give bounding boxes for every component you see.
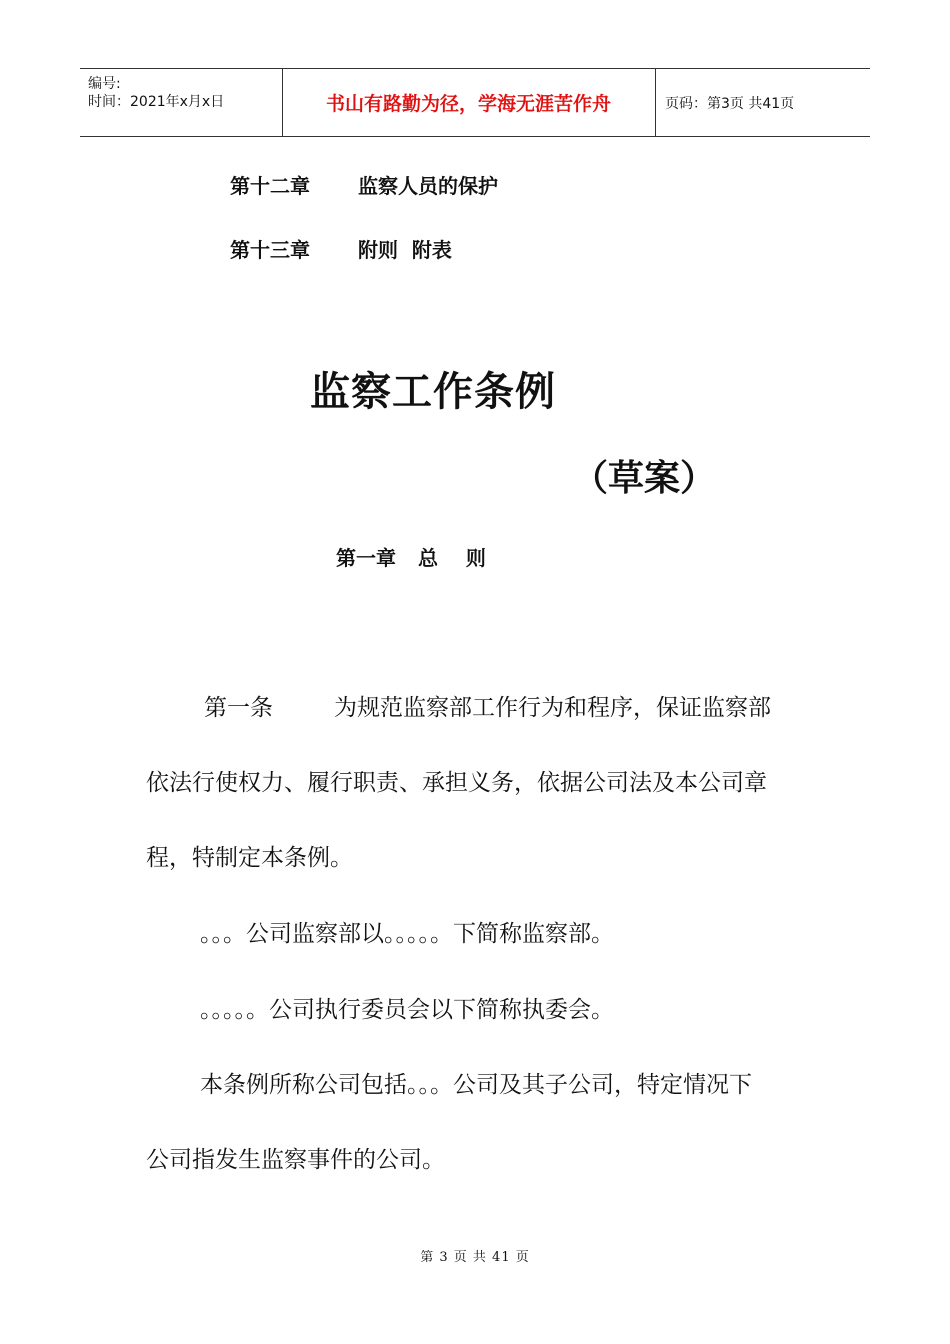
article-label: 第一条	[204, 695, 273, 721]
header-page-info: 页码：第3页 共41页	[665, 95, 795, 112]
article-text: 为规范监察部工作行为和程序，保证监察部	[334, 695, 771, 721]
paragraph-line: 本条例所称公司包括。。。公司及其子公司，特定情况下	[200, 1072, 752, 1098]
paragraph-line: 程，特制定本条例。	[146, 845, 353, 871]
toc-chapter-number: 第十二章	[230, 174, 310, 198]
chapter-title: 总 则	[418, 546, 486, 570]
page-header	[80, 68, 870, 137]
toc-item	[230, 234, 452, 263]
paragraph-line: 依法行使权力、履行职责、承担义务，依据公司法及本公司章	[146, 770, 767, 796]
toc-item	[230, 170, 498, 199]
paragraph-line: 公司指发生监察事件的公司。	[146, 1147, 445, 1173]
document-subtitle: （草案）	[572, 458, 717, 499]
time-label: 时间：2021年x月x日	[88, 94, 225, 110]
number-label: 编号:	[88, 76, 121, 92]
paragraph-line	[146, 692, 806, 724]
header-motto: 书山有路勤为径，学海无涯苦作舟	[282, 69, 656, 136]
toc-chapter-title: 监察人员的保护	[358, 174, 498, 198]
document-title: 监察工作条例	[310, 369, 556, 415]
page-footer: 第 3 页 共 41 页	[420, 1250, 530, 1265]
paragraph-line: 。。。。。公司执行委员会以下简称执委会。	[200, 997, 614, 1023]
chapter-number: 第一章	[336, 546, 396, 570]
paragraph-line: 。。。公司监察部以。。。。。下简称监察部。	[200, 921, 614, 947]
toc-chapter-title: 附则 附表	[358, 238, 452, 262]
toc-chapter-number: 第十三章	[230, 238, 310, 262]
chapter-heading	[336, 542, 486, 571]
header-meta-cell	[80, 69, 283, 136]
